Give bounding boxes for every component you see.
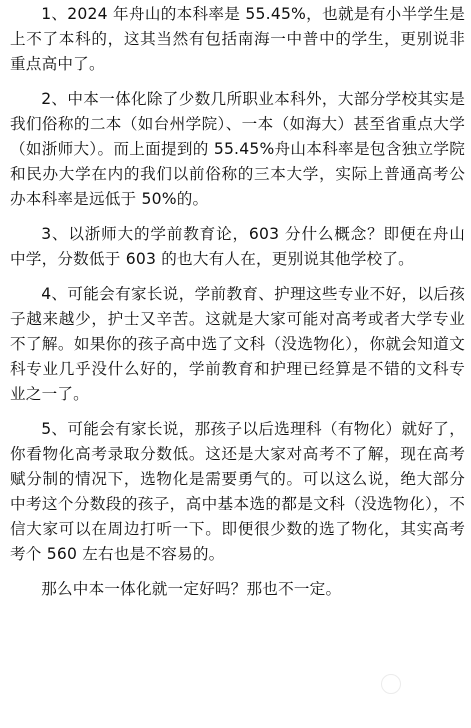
paragraph-1: 1、2024 年舟山的本科率是 55.45%，也就是有小半学生是上不了本科的，这其当然有包括南海一中普中的学生，更别说非重点高中了。 bbox=[10, 5, 465, 73]
paragraph-3: 3、以浙师大的学前教育论，603 分什么概念？即便在舟山中学，分数低于 603 的也大有人在，更别说其他学校了。 bbox=[10, 225, 465, 268]
paragraph-4: 4、可能会有家长说，学前教育、护理这些专业不好，以后孩子越来越少，护士又辛苦。这就是大家可能对高考或者大学专业不了解。如果你的孩子高中选了文科（没选物化），你就会知道文科专业几乎没什么好的，学前教育和护理已经算是不错的文科专业之一了。 bbox=[10, 285, 465, 403]
paragraph-closing: 那么中本一体化就一定好吗？那也不一定。 bbox=[41, 580, 342, 598]
paragraph-2: 2、中本一体化除了少数几所职业本科外，大部分学校其实是我们俗称的二本（如台州学院）、一本（如海大）甚至省重点大学（如浙师大）。而上面提到的 55.45%舟山本科率是包含独立学院和民办大学在内的我们以前俗称的三本大学，实际上普通高考公办本科率是远低于 50%的。 bbox=[10, 90, 465, 208]
paragraph-5: 5、可能会有家长说，那孩子以后选理科（有物化）就好了，你看物化高考录取分数低。这还是大家对高考不了解，现在高考赋分制的情况下，选物化是需要勇气的。可以这么说，绝大部分中考这个分数段的孩子，高中基本选的都是文科（没选物化），不信大家可以在周边打听一下。即便很少数的选了物化，其实高考考个 560 左右也是不容易的。 bbox=[10, 420, 465, 563]
watermark-logo-icon bbox=[381, 674, 401, 694]
